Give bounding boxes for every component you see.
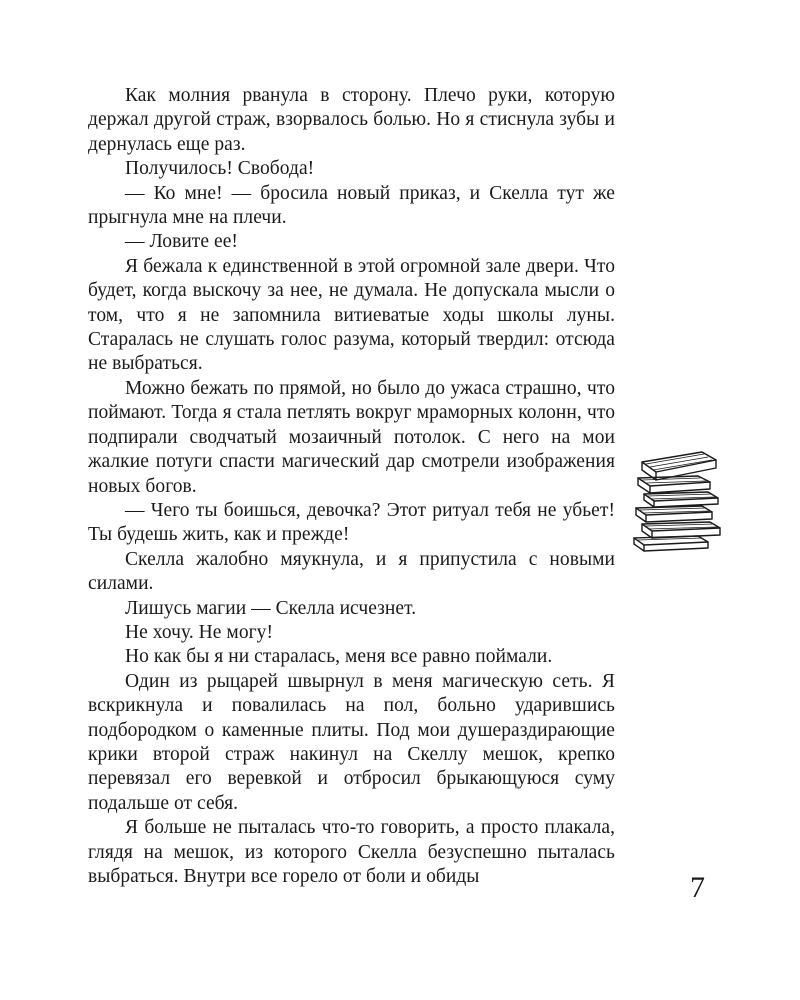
- paragraph-1: Как молния рванула в сторону. Плечо руки, которую держал другой страж, взорвалось болью. Но я стиснула зубы и дернулась еще раз.: [88, 85, 615, 155]
- page-number: 7: [690, 871, 705, 904]
- stack-of-books-icon: [628, 448, 728, 552]
- paragraph-4: — Ловите ее!: [125, 231, 238, 253]
- paragraph-5: Я бежала к единственной в этой огромной зале двери. Что будет, когда выскочу за нее, не думала. Не допускала мысли о том, что я не запомнила витиеватые ходы школы луны. Старалась не слушать голос разума, который твердил: отсюда не выбраться.: [88, 255, 615, 375]
- paragraph-9: Лишусь магии — Скелла исчезнет.: [125, 597, 417, 619]
- paragraph-2: Получилось! Свобода!: [125, 158, 315, 180]
- paragraph-10: Не хочу. Не могу!: [125, 621, 274, 643]
- paragraph-6: Можно бежать по прямой, но было до ужаса страшно, что поймают. Тогда я стала петлять вокруг мраморных колонн, что подпирали сводчатый мозаичный потолок. С него на мои жалкие потуги спасти магический дар смотрели изображения новых богов.: [88, 377, 615, 497]
- paragraph-7: — Чего ты боишься, девочка? Этот ритуал тебя не убьет! Ты будешь жить, как и прежде!: [88, 499, 615, 546]
- page-text-block: [88, 84, 615, 889]
- paragraph-3: — Ко мне! — бросила новый приказ, и Скелла тут же прыгнула мне на плечи.: [88, 182, 615, 229]
- paragraph-12: Один из рыцарей швырнул в меня магическую сеть. Я вскрикнула и повалилась на пол, больно ударившись подбородком о каменные плиты. Под мои душераздирающие крики второй страж накинул на Скеллу мешок, крепко перевязал его веревкой и отбросил брыкающуюся суму подальше от себя.: [88, 670, 615, 814]
- paragraph-13: Я больше не пыталась что-то говорить, а просто плакала, глядя на мешок, из которого Скелла безуспешно пыталась выбраться. Внутри все горело от боли и обиды: [88, 817, 615, 887]
- paragraph-11: Но как бы я ни старалась, меня все равно поймали.: [125, 646, 553, 668]
- paragraph-8: Скелла жалобно мяукнула, и я припустила с новыми силами.: [88, 548, 615, 595]
